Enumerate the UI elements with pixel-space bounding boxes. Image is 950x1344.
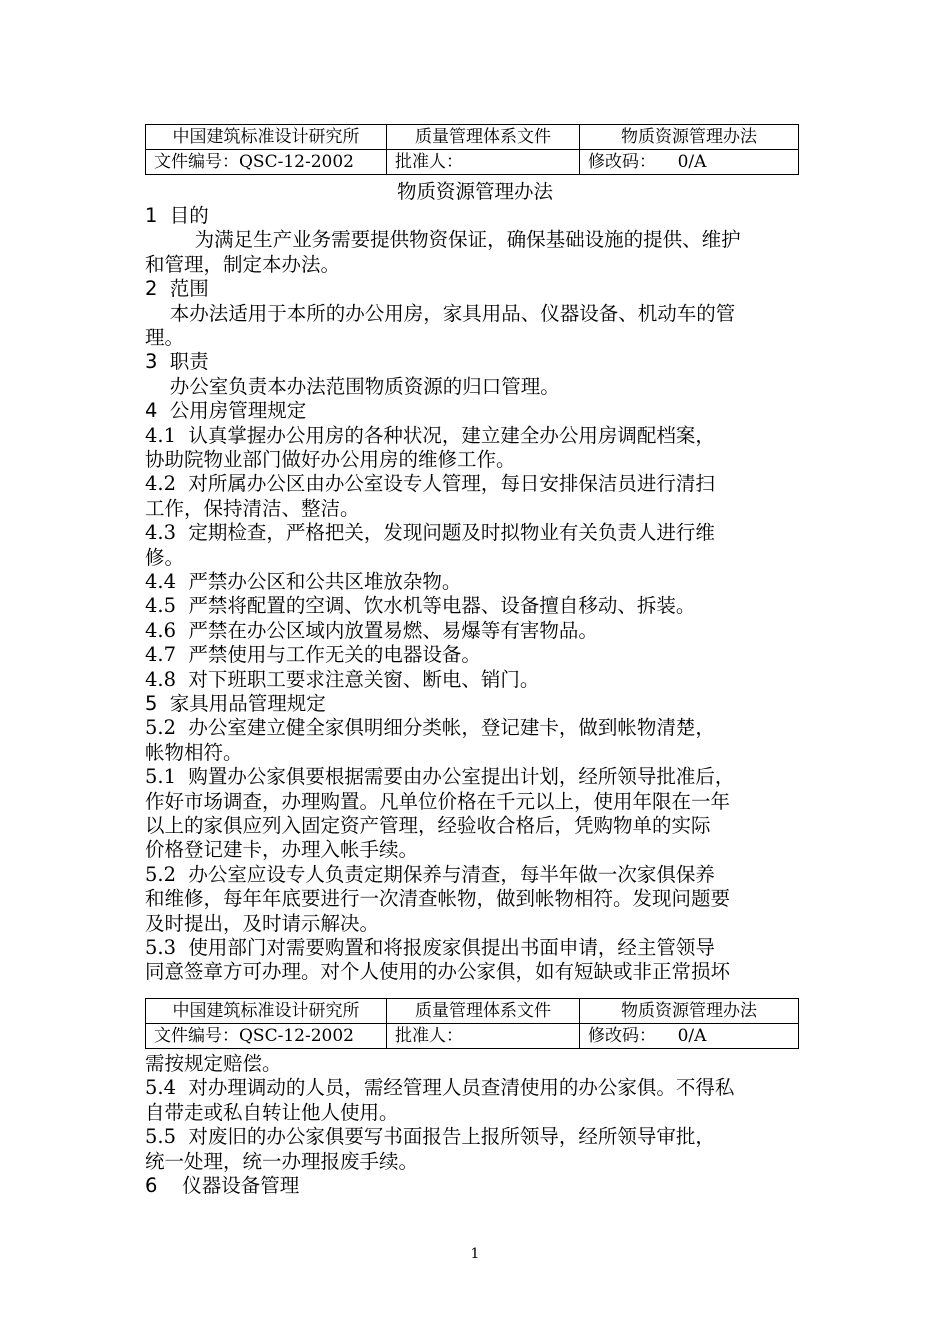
text-line: 帐物相符。: [145, 740, 243, 764]
text-line: 5.5 对废旧的办公家俱要写书面报告上报所领导，经所领导审批，: [145, 1125, 715, 1149]
text-line: 办公室负责本办法范围物质资源的归口管理。: [145, 374, 560, 398]
text-line: 修。: [145, 545, 185, 569]
header-table-repeat: [145, 998, 799, 1049]
text-line: 4.1 认真掌握办公用房的各种状况，建立建全办公用房调配档案，: [145, 423, 715, 447]
text-line: 4.2 对所属办公区由办公室设专人管理，每日安排保洁员进行清扫: [145, 472, 715, 496]
text-line: 同意签章方可办理。对个人使用的办公家俱，如有短缺或非正常损坏: [145, 960, 731, 984]
header-doc-name: 物质资源管理办法: [580, 999, 799, 1024]
text-line: 4.4 严禁办公区和公共区堆放杂物。: [145, 570, 462, 593]
header-org: 中国建筑标准设计研究所: [146, 125, 387, 150]
header-doc-type: 质量管理体系文件: [387, 125, 580, 150]
text-line: 5.4 对办理调动的人员，需经管理人员查清使用的办公家俱。不得私: [145, 1076, 735, 1100]
header-doc-type: 质量管理体系文件: [387, 999, 580, 1024]
page-number: 1: [470, 1246, 480, 1262]
text-line: 2 范围: [145, 277, 209, 301]
text-line: 1 目的: [145, 204, 209, 227]
text-line: 6 仪器设备管理: [145, 1174, 300, 1197]
text-line: 为满足生产业务需要提供物资保证，确保基础设施的提供、维护: [145, 228, 741, 252]
text-line: 本办法适用于本所的办公用房，家具用品、仪器设备、机动车的管: [145, 301, 736, 325]
text-line: 5.1 购置办公家俱要根据需要由办公室提出计划，经所领导批准后，: [145, 765, 735, 789]
text-line: 4.7 严禁使用与工作无关的电器设备。: [145, 643, 481, 667]
text-line: 需按规定赔偿。: [145, 1052, 282, 1075]
text-line: 和维修，每年年底要进行一次清查帐物，做到帐物相符。发现问题要: [145, 887, 731, 911]
text-line: 以上的家俱应列入固定资产管理，经验收合格后，凭购物单的实际: [145, 814, 711, 837]
header-approver: 批准人：: [387, 150, 580, 175]
header-doc-name: 物质资源管理办法: [580, 125, 799, 150]
text-line: 工作，保持清洁、整洁。: [145, 496, 360, 520]
document-title: 物质资源管理办法: [396, 180, 553, 203]
text-line: 5.3 使用部门对需要购置和将报废家俱提出书面申请，经主管领导: [145, 936, 715, 959]
text-line: 及时提出，及时请示解决。: [145, 911, 380, 935]
text-line: 价格登记建卡，办理入帐手续。: [145, 838, 419, 862]
header-table-top: [145, 124, 799, 175]
text-line: 理。: [145, 326, 185, 349]
text-line: 4.5 严禁将配置的空调、饮水机等电器、设备擅自移动、拆装。: [145, 594, 696, 618]
header-approver: 批准人：: [387, 1024, 580, 1049]
text-line: 统一处理，统一办理报废手续。: [145, 1149, 419, 1173]
text-line: 4.8 对下班职工要求注意关窗、断电、销门。: [145, 667, 540, 691]
text-line: 5 家具用品管理规定: [145, 692, 326, 715]
text-line: 3 职责: [145, 350, 209, 374]
header-doc-no: 文件编号：QSC-12-2002: [146, 150, 387, 175]
text-line: 4.6 严禁在办公区域内放置易燃、易爆等有害物品。: [145, 618, 598, 642]
header-revision: 修改码： 0/A: [580, 150, 799, 175]
text-line: 4.3 定期检查，严格把关，发现问题及时拟物业有关负责人进行维: [145, 521, 715, 545]
header-revision: 修改码： 0/A: [580, 1024, 799, 1049]
header-org: 中国建筑标准设计研究所: [146, 999, 387, 1024]
text-line: 协助院物业部门做好办公用房的维修工作。: [145, 448, 516, 471]
text-line: 作好市场调查，办理购置。凡单位价格在千元以上，使用年限在一年: [145, 789, 731, 813]
text-line: 和管理，制定本办法。: [145, 252, 341, 276]
text-line: 5.2 办公室建立健全家俱明细分类帐，登记建卡，做到帐物清楚，: [145, 716, 715, 740]
text-line: 5.2 办公室应设专人负责定期保养与清查，每半年做一次家俱保养: [145, 862, 715, 886]
text-line: 自带走或私自转让他人使用。: [145, 1100, 399, 1124]
header-doc-no: 文件编号：QSC-12-2002: [146, 1024, 387, 1049]
text-line: 4 公用房管理规定: [145, 399, 307, 423]
